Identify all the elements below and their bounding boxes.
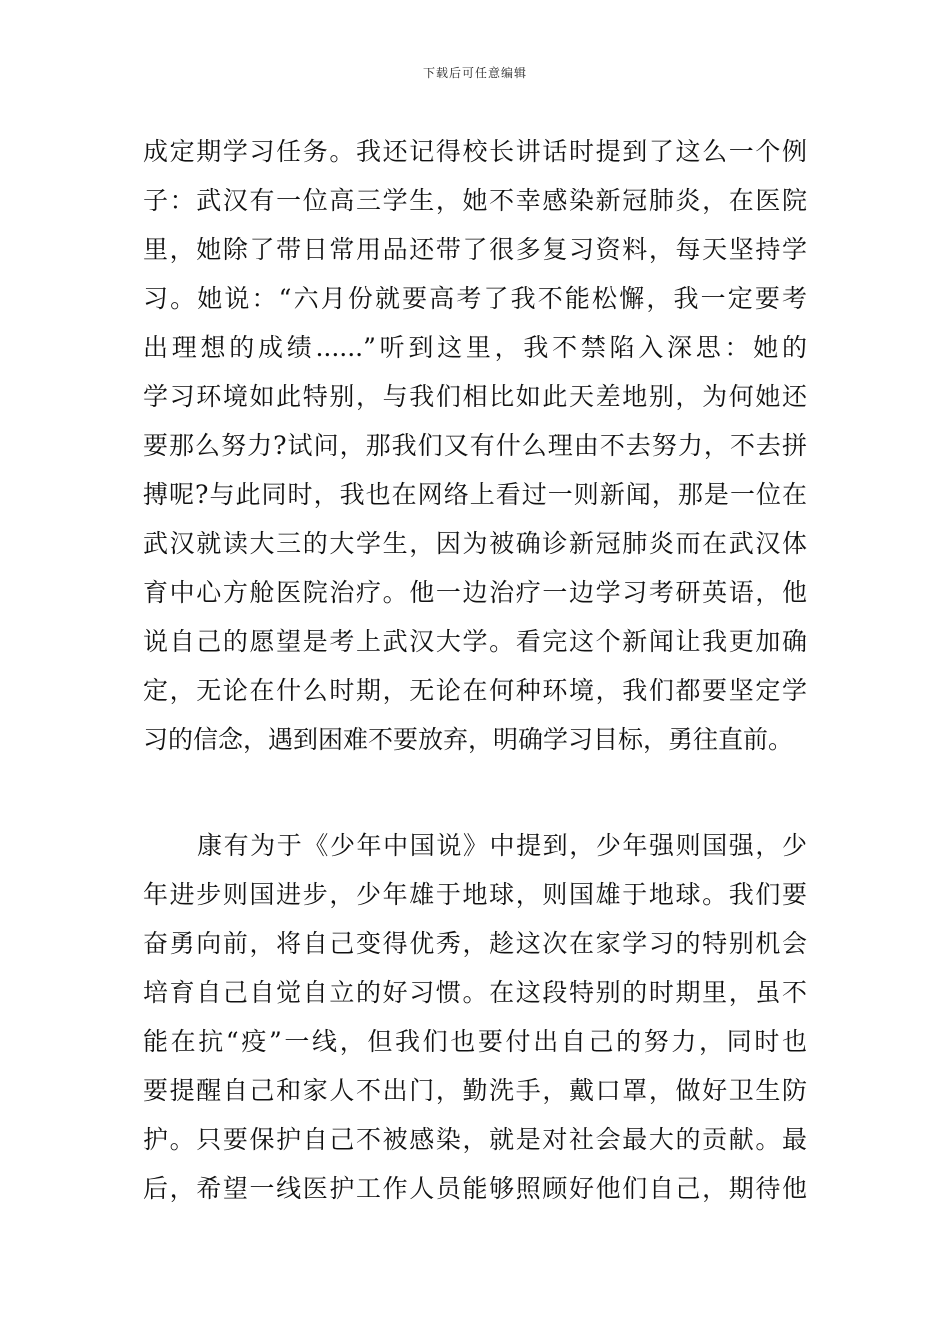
text-line: 能在抗“疫”一线，但我们也要付出自己的努力，同时也 xyxy=(143,1027,807,1056)
text-line: 年进步则国进步，少年雄于地球，则国雄于地球。我们要 xyxy=(143,880,807,909)
text-line: 要提醒自己和家人不出门，勤洗手，戴口罩，做好卫生防 xyxy=(143,1076,807,1105)
text-line: 习的信念，遇到困难不要放弃，明确学习目标，勇往直前。 xyxy=(143,725,794,754)
text-line: 要那么努力?试问，那我们又有什么理由不去努力，不去拼 xyxy=(143,431,807,460)
text-line: 学习环境如此特别，与我们相比如此天差地别，为何她还 xyxy=(143,382,807,411)
text-line: 成定期学习任务。我还记得校长讲话时提到了这么一个例 xyxy=(143,137,807,166)
text-line: 说自己的愿望是考上武汉大学。看完这个新闻让我更加确 xyxy=(143,627,807,656)
text-line: 后，希望一线医护工作人员能够照顾好他们自己，期待他 xyxy=(143,1174,807,1203)
text-line: 护。只要保护自己不被感染，就是对社会最大的贡献。最 xyxy=(143,1125,807,1154)
text-line: 出理想的成绩......”听到这里，我不禁陷入深思：她的 xyxy=(143,333,807,362)
text-line: 育中心方舱医院治疗。他一边治疗一边学习考研英语，他 xyxy=(143,578,807,607)
text-line: 康有为于《少年中国说》中提到，少年强则国强，少 xyxy=(197,831,807,860)
text-line: 搏呢?与此同时，我也在网络上看过一则新闻，那是一位在 xyxy=(143,480,807,509)
text-line: 培育自己自觉自立的好习惯。在这段特别的时期里，虽不 xyxy=(143,978,807,1007)
text-line: 武汉就读大三的大学生，因为被确诊新冠肺炎而在武汉体 xyxy=(143,529,807,558)
text-line: 习。她说：“六月份就要高考了我不能松懈，我一定要考 xyxy=(143,284,807,313)
text-line: 定，无论在什么时期，无论在何种环境，我们都要坚定学 xyxy=(143,676,807,705)
text-line: 里，她除了带日常用品还带了很多复习资料，每天坚持学 xyxy=(143,235,807,264)
page-header-note: 下载后可任意编辑 xyxy=(422,66,527,80)
body-paragraph-1 xyxy=(143,127,807,764)
body-paragraph-2 xyxy=(143,821,807,1213)
text-line: 奋勇向前，将自己变得优秀，趁这次在家学习的特别机会 xyxy=(143,929,807,958)
text-line: 子：武汉有一位高三学生，她不幸感染新冠肺炎，在医院 xyxy=(143,186,807,215)
